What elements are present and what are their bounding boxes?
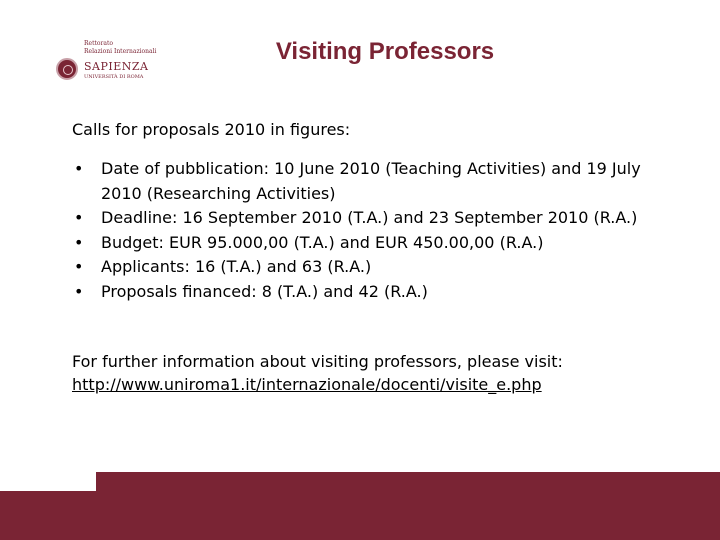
intro-text: Calls for proposals 2010 in figures: (72, 120, 351, 139)
further-info-text: For further information about visiting professors, please visit: (72, 352, 563, 371)
fact-item-budget: • Budget: EUR 95.000,00 (T.A.) and EUR 450.00,00 (R.A.) (72, 231, 672, 256)
logo-subtitle: UNIVERSITÀ DI ROMA (84, 74, 144, 80)
logo-caption (84, 40, 156, 56)
further-info (72, 350, 563, 396)
facts-list (72, 157, 672, 304)
fact-item-publication: • Date of pubblication: 10 June 2010 (Teaching Activities) and 19 July 2010 (Researching Activities) (72, 157, 672, 206)
logo-name: SAPIENZA (84, 60, 149, 73)
logo-line-2: Relazioni Internazionali (84, 48, 157, 55)
fact-item-deadline: • Deadline: 16 September 2010 (T.A.) and 23 September 2010 (R.A.) (72, 206, 672, 231)
logo-line-1: Rettorato (84, 40, 113, 47)
seal-icon (56, 58, 78, 80)
footer-band (96, 472, 720, 540)
slide-title: Visiting Professors (275, 38, 495, 65)
info-link[interactable]: http://www.uniroma1.it/internazionale/docenti/visite_e.php (72, 375, 542, 394)
fact-item-applicants: • Applicants: 16 (T.A.) and 63 (R.A.) (72, 255, 672, 280)
university-logo (56, 40, 166, 84)
footer-accent (0, 491, 96, 540)
fact-item-financed: • Proposals financed: 8 (T.A.) and 42 (R.A.) (72, 280, 672, 305)
